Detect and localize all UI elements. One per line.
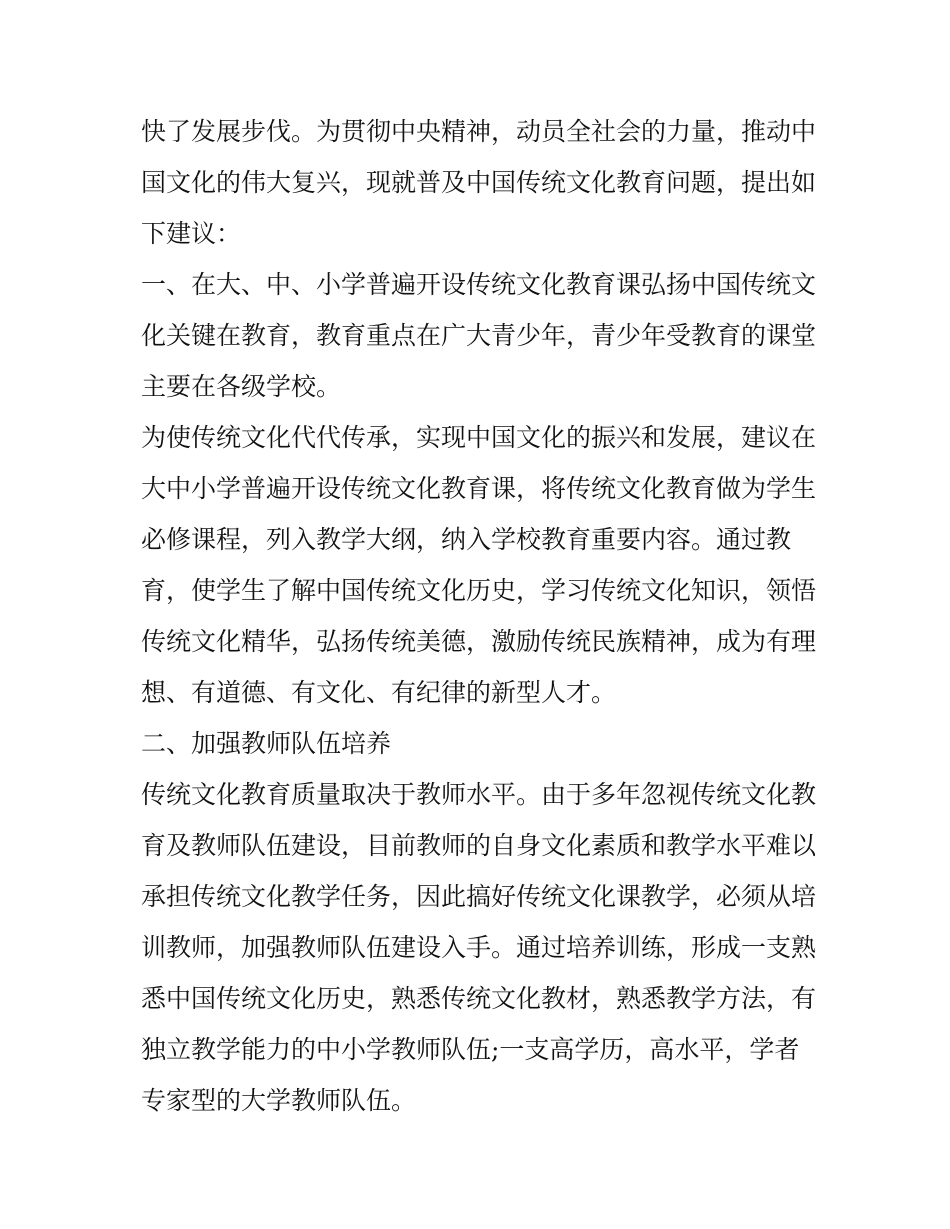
section-heading-2: 二、加强教师队伍培养 [141,729,392,758]
text-line: 国文化的伟大复兴，现就普及中国传统文化教育问题，提出如 [141,168,817,197]
text-line: 大中小学普遍开设传统文化教育课，将传统文化教育做为学生 [141,474,817,503]
text-line: 为使传统文化代代传承，实现中国文化的振兴和发展，建议在 [141,423,817,452]
text-line: 下建议： [141,219,242,248]
text-line: 快了发展步伐。为贯彻中央精神，动员全社会的力量，推动中 [141,117,817,146]
text-line: 育及教师队伍建设，目前教师的自身文化素质和教学水平难以 [141,831,817,860]
text-line: 主要在各级学校。 [141,372,342,401]
text-line: 想、有道德、有文化、有纪律的新型人才。 [141,678,617,707]
text-line: 传统文化精华，弘扬传统美德，激励传统民族精神，成为有理 [141,627,817,656]
section-heading-1: 一、在大、中、小学普遍开设传统文化教育课弘扬中国传统文 [141,270,817,299]
text-line: 专家型的大学教师队伍。 [141,1086,417,1115]
text-line: 必修课程，列入教学大纲，纳入学校教育重要内容。通过教 [141,525,792,554]
text-line: 育，使学生了解中国传统文化历史，学习传统文化知识，领悟 [141,576,817,605]
text-line: 悉中国传统文化历史，熟悉传统文化教材，熟悉教学方法，有 [141,984,817,1013]
text-line: 传统文化教育质量取决于教师水平。由于多年忽视传统文化教 [141,780,817,809]
text-line: 化关键在教育，教育重点在广大青少年，青少年受教育的课堂 [141,321,817,350]
text-line: 训教师，加强教师队伍建设入手。通过培养训练，形成一支熟 [141,933,817,962]
document-body [141,106,821,1126]
text-line: 承担传统文化教学任务，因此搞好传统文化课教学，必须从培 [141,882,817,911]
text-line: 独立教学能力的中小学教师队伍;一支高学历，高水平，学者 [141,1035,800,1064]
